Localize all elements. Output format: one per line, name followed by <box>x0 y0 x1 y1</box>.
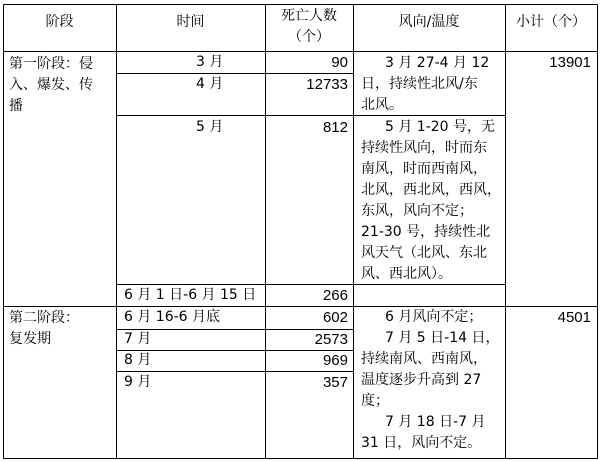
wind-line: 21-30 号，持续性北 <box>361 224 491 240</box>
header-deaths-line2: （个） <box>288 29 330 45</box>
header-subtotal: 小计（个） <box>516 14 586 30</box>
stage2-deaths-1: 602 <box>322 309 348 326</box>
stage2-time-1: 6 月 16-6 月底 <box>124 309 221 325</box>
stage1-name <box>9 54 93 117</box>
wind-line: 风、西北风）。 <box>361 266 452 282</box>
stage1-deaths-4: 266 <box>322 287 348 304</box>
stage1-time-3: 5 月 <box>196 119 224 135</box>
wind-line: 日，持续性北风/东 <box>361 76 478 92</box>
wind-line: 北风。 <box>361 97 403 113</box>
stage2-time-4: 9 月 <box>124 374 152 390</box>
wind-line: 风天气（北风、东北 <box>361 245 487 261</box>
stage2-wind <box>361 307 499 454</box>
stage1-deaths-2: 12733 <box>306 76 348 93</box>
stage2-deaths-2: 2573 <box>314 331 348 348</box>
header-wind: 风向/温度 <box>398 14 460 30</box>
wind-line: 3 月 27-4 月 12 <box>385 55 490 71</box>
wind-line: 31 日，风向不定。 <box>361 435 482 451</box>
wind-line: 北风，西北风，西风， <box>361 182 501 198</box>
wind-line: 持续南风、西南风， <box>361 351 487 367</box>
stage1-time-1: 3 月 <box>196 54 224 70</box>
header-deaths <box>265 6 353 48</box>
wind-line: 南风，时而西南风， <box>361 161 487 177</box>
stage1-time-2: 4 月 <box>196 76 224 92</box>
wind-line: 7 月 18 日-7 月 <box>385 414 486 430</box>
wind-line: 温度逐步升高到 27 <box>361 372 482 388</box>
wind-line: 5 月 1-20 号，无 <box>385 119 496 135</box>
stage1-name-line: 入、爆发、传 <box>9 77 93 93</box>
wind-line: 持续性风向，时而东 <box>361 140 487 156</box>
stage1-wind-b <box>361 117 501 285</box>
stage1-name-line: 播 <box>9 98 23 114</box>
stage1-deaths-1: 90 <box>331 54 348 71</box>
wind-line: 度； <box>361 393 389 409</box>
header-deaths-line1: 死亡人数 <box>281 8 337 24</box>
stage2-time-3: 8 月 <box>124 352 152 368</box>
wind-line: 7 月 5 日-14 日， <box>385 330 500 346</box>
stage2-deaths-3: 969 <box>322 352 348 369</box>
header-stage: 阶段 <box>45 14 74 30</box>
stage1-deaths-3: 812 <box>322 119 348 136</box>
stage1-subtotal: 13901 <box>549 54 591 71</box>
stage2-time-2: 7 月 <box>124 331 152 347</box>
wind-line: 6 月风向不定； <box>385 309 483 325</box>
stage2-deaths-4: 357 <box>322 374 348 391</box>
header-time: 时间 <box>176 14 205 30</box>
stage1-name-line: 第一阶段：侵 <box>9 56 93 72</box>
wind-line: 东风，风向不定； <box>361 203 473 219</box>
stage2-name <box>9 308 79 350</box>
stage2-name-line: 第二阶段： <box>9 310 79 326</box>
stage2-name-line: 复发期 <box>9 331 51 347</box>
stage1-time-4: 6 月 1 日-6 月 15 日 <box>124 287 257 303</box>
stage2-subtotal: 4501 <box>557 309 591 326</box>
stage1-wind-a <box>361 53 489 116</box>
